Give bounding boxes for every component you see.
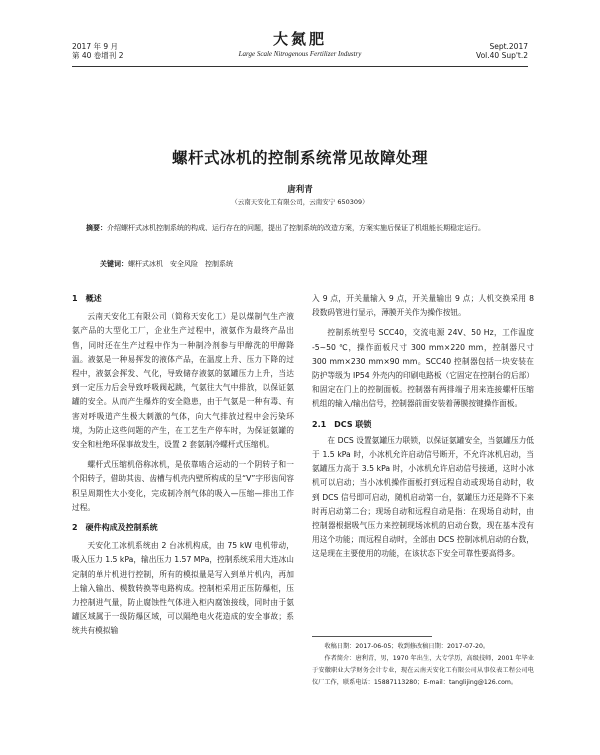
author-affiliation: （云南天安化工有限公司，云南安宁 650309） <box>231 198 369 206</box>
section-1-paragraph-1: 云南天安化工有限公司（简称天安化工）是以煤制气生产液氨产品的大型化工厂，企业生产过程中，液氨作为最终产品出售，同时还在生产过程中作为一种制冷剂参与甲醇洗的甲醇降温。液氨是一种易挥发的液体产品，在温度上升、压力下降的过程中，液氨会挥发、气化，导致储存液氨的氨罐压力上升，当达到一定压力后会导致呼吸阀起跳，气氨往大气中排放，以保证氨罐的安全。从而产生爆炸的安全隐患，由于气氨是一种有毒、有害对呼吸道产生极大刺激的气体，向大气排放过程中会污染环境，为防止这些问题的产生，在工艺生产停车时，为保证氨罐的安全和杜绝环保事故发生，设置 2 套氨制冷螺杆式压缩机。 <box>72 312 294 450</box>
left-column <box>72 292 294 645</box>
footnote-received: 收稿日期：2017-06-05；收到修改稿日期：2017-07-20。 <box>324 643 490 650</box>
section-2-continued: 入 9 点，开关量输入 9 点，开关量输出 9 点；人机交换采用 8 段数码管进行显示，薄膜开关作为操作按钮。 <box>312 294 534 318</box>
footnote <box>312 641 534 689</box>
section-2-heading: 2 硬件构成及控制系统 <box>72 523 158 533</box>
footnote-author-bio: 作者简介：唐利青，男，1970 年出生，大专学历，高级技师，2001 年毕业于安徽职业大学财务会计专业，现在云南天安化工有限公司从事仪表工程公司电仪厂工作，联系电话：15887113280；E-mail：tanglijing@126.com。 <box>312 655 534 686</box>
article-author: 唐利青 <box>287 185 313 195</box>
keywords <box>100 259 520 269</box>
keywords-label: 关键词： <box>100 260 128 268</box>
header-volume: 第 40 卷增刊 2 <box>72 51 124 60</box>
right-column <box>312 292 534 568</box>
article-title: 螺杆式冰机的控制系统常见故障处理 <box>171 149 428 167</box>
section-1-heading: 1 概述 <box>72 294 102 303</box>
header-volume-en: Vol.40 Sup't.2 <box>476 51 528 60</box>
keywords-text: 螺杆式冰机 安全风险 控制系统 <box>128 260 233 268</box>
subsection-2-1-heading: 2.1 DCS 联锁 <box>312 419 372 429</box>
header-date: 2017 年 9 月 <box>72 42 119 51</box>
section-2-paragraph-2: 控制系统型号 SCC40，交流电源 24V、50 Hz，工作温度 -5~50 ℃，操作面板尺寸 300 mm×220 mm，控制器尺寸 300 mm×230 mm×90 mm。SCC40 控制器包括一块安装在防护等级为 IP54 外壳内的印刷电路板（它固定在控制台的后部）和固定在门上的控制面板。控制器有两排端子用来连接螺杆压缩机组的输入/输出信号，控制器前面安装着薄膜按键操作面板。 <box>312 328 534 409</box>
journal-title-en: Large Scale Nitrogenous Fertilizer Industry <box>238 50 362 58</box>
header-date-en: Sept.2017 <box>489 42 528 51</box>
abstract-text: 介绍螺杆式冰机控制系统的构成、运行存在的问题，提出了控制系统的改造方案，方案实施后保证了机组能长期稳定运行。 <box>107 224 485 232</box>
section-1-paragraph-2: 螺杆式压缩机俗称冰机，是依靠啮合运动的一个阴转子和一个阳转子，借助其齿、齿槽与机壳内壁所构成的呈“V”字形齿间容积呈周期性大小变化，完成制冷剂气体的吸入—压缩—排出工作过程。 <box>72 460 294 512</box>
abstract-label: 摘要： <box>86 224 107 232</box>
journal-title-cn: 大氮肥 <box>272 30 327 48</box>
header-rule <box>72 66 528 67</box>
subsection-2-1-paragraph: 在 DCS 设置氨罐压力联锁，以保证氨罐安全，当氨罐压力低于 1.5 kPa 时，小冰机允许启动信号断开，不允许冰机启动，当氨罐压力高于 3.5 kPa 时，小冰机允许启动信号接通，这时小冰机可以启动；当小冰机操作面板打到远程自动或现场自动时，收到 DCS 信号即可启动，随机启动第一台，氨罐压力还是降不下来时再启动第二台；现场自动和远程自动是指：在现场自动时，由控制器根据吸气压力来控制现场冰机的启动台数，现在基本没有用这个功能；而远程自动时，全部由 DCS 控制冰机启动的台数，这是现在主要使用的功能，在该状态下安全可靠性要高得多。 <box>312 435 534 559</box>
section-2-paragraph-1: 天安化工冰机系统由 2 台冰机构成，由 75 kW 电机带动，吸入压力 1.5 kPa，输出压力 1.57 MPa，控制系统采用大连冰山定制的单片机进行控制，所有的模拟量是写入到单片机内，再加上输入输出、模数转换等电路构成。控制柜采用正压防爆柜，压力控制进气量，防止腐蚀性气体进入柜内腐蚀接线，同时由于氨罐区域属于一级防爆区域，可以隔绝电火花造成的安全事故；系统共有模拟输 <box>72 541 294 636</box>
header-issue-en <box>476 42 528 60</box>
abstract <box>86 222 516 234</box>
footnote-rule <box>312 636 432 637</box>
